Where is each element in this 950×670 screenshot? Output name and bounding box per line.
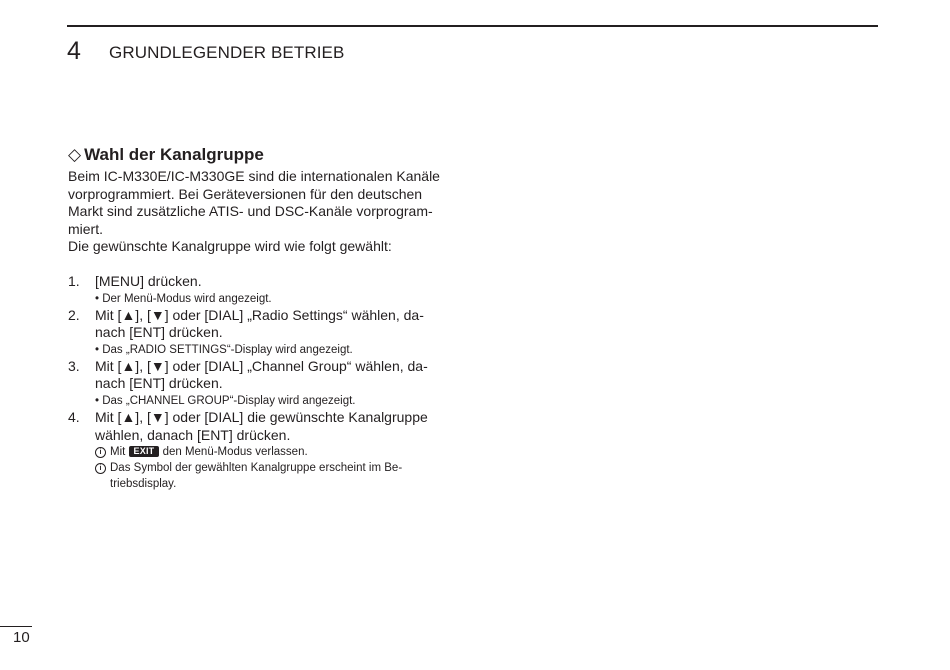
step-item bbox=[68, 358, 463, 409]
step-note: • Der Menü-Modus wird angezeigt. bbox=[95, 292, 272, 305]
step-number: 4. bbox=[68, 408, 80, 425]
footer-rule bbox=[0, 626, 32, 627]
instruction-paragraph: Die gewünschte Kanalgruppe wird wie folgt gewählt: bbox=[68, 238, 392, 255]
info-icon: i bbox=[95, 463, 106, 474]
step-item bbox=[68, 273, 463, 307]
intro-paragraph: Beim IC-M330E/IC-M330GE sind die internationalen Kanäle vorprogrammiert. Bei Geräteversionen für den deutschen Markt sind zusätzliche ATIS- und DSC-Kanäle vorprogrammiert. bbox=[68, 168, 440, 237]
step-text: [MENU] drücken. bbox=[95, 272, 202, 289]
step-number: 3. bbox=[68, 357, 80, 374]
step-text: Mit [▲], [▼] oder [DIAL] die gewünschte Kanalgruppe wählen, danach [ENT] drücken. bbox=[95, 408, 428, 443]
chapter-title: GRUNDLEGENDER BETRIEB bbox=[109, 43, 345, 62]
step-text: Mit [▲], [▼] oder [DIAL] „Channel Group“ wählen, danach [ENT] drücken. bbox=[95, 357, 428, 392]
section-heading bbox=[68, 144, 463, 165]
exit-info-note bbox=[95, 444, 445, 460]
exit-key-icon: EXIT bbox=[129, 446, 160, 457]
symbol-note-text: Das Symbol der gewählten Kanalgruppe erscheint im Betriebsdisplay. bbox=[110, 462, 403, 491]
step-text: Mit [▲], [▼] oder [DIAL] „Radio Settings“ wählen, danach [ENT] drücken. bbox=[95, 306, 424, 341]
diamond-icon: ◇ bbox=[68, 145, 82, 164]
step-item bbox=[68, 307, 463, 358]
step-note: • Das „RADIO SETTINGS“-Display wird angezeigt. bbox=[95, 343, 353, 356]
step-note: • Das „CHANNEL GROUP“-Display wird angezeigt. bbox=[95, 394, 356, 407]
info-icon: i bbox=[95, 447, 106, 458]
symbol-info-note bbox=[95, 460, 445, 492]
steps-list bbox=[68, 273, 463, 492]
header-rule bbox=[67, 25, 878, 27]
page-number: 10 bbox=[13, 629, 30, 646]
step-number: 2. bbox=[68, 306, 80, 323]
step-item bbox=[68, 409, 463, 492]
section-heading-text: Wahl der Kanalgruppe bbox=[84, 145, 264, 164]
exit-note-prefix: Mit bbox=[110, 446, 126, 459]
chapter-number: 4 bbox=[67, 37, 81, 65]
step-number: 1. bbox=[68, 272, 80, 289]
section-channel-group bbox=[68, 144, 463, 492]
exit-note-suffix: den Menü-Modus verlassen. bbox=[162, 446, 308, 459]
